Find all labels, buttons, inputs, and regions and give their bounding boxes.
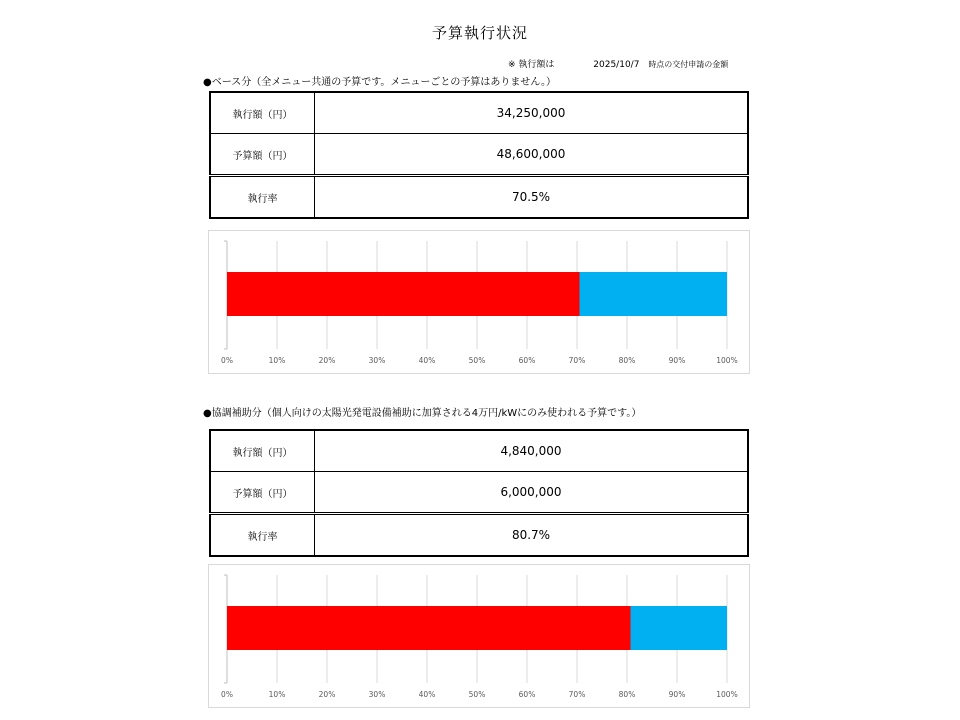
- tick-label: 90%: [668, 690, 686, 699]
- budget-table-base: [209, 91, 749, 219]
- execution-note: [508, 57, 728, 70]
- bar-executed: [227, 272, 580, 316]
- row-value: 80.7%: [315, 514, 749, 557]
- table-row-executed: [210, 92, 748, 134]
- bar-remaining: [580, 272, 728, 316]
- row-label: 予算額（円）: [210, 472, 315, 514]
- tick-label: 60%: [518, 690, 536, 699]
- bar-executed: [227, 606, 631, 650]
- note-suffix: 時点の交付申請の金額: [648, 60, 729, 69]
- tick-label: 50%: [468, 690, 486, 699]
- tick-label: 20%: [318, 356, 336, 365]
- section-heading-cooperative: ●協調補助分（個人向けの太陽光発電設備補助に加算される4万円/kWにのみ使われる予算です。）: [203, 408, 642, 419]
- note-prefix: ※ 執行額は: [508, 60, 555, 70]
- row-label: 執行額（円）: [210, 92, 315, 134]
- note-date: 2025/10/7: [593, 60, 640, 70]
- tick-label: 60%: [518, 356, 536, 365]
- tick-label: 40%: [418, 356, 436, 365]
- tick-label: 40%: [418, 690, 436, 699]
- row-label: 執行額（円）: [210, 430, 315, 472]
- chart-svg-base: [209, 231, 749, 373]
- table-row-rate: [210, 514, 748, 557]
- table-row-rate: [210, 176, 748, 219]
- tick-label: 70%: [568, 356, 586, 365]
- tick-label: 100%: [716, 690, 738, 699]
- tick-label: 80%: [618, 690, 636, 699]
- tick-label: 90%: [668, 356, 686, 365]
- table-row-budget: [210, 472, 748, 514]
- tick-label: 80%: [618, 356, 636, 365]
- tick-label: 100%: [716, 356, 738, 365]
- chart-svg-cooperative: [209, 565, 749, 707]
- tick-label: 30%: [368, 356, 386, 365]
- bar-remaining: [631, 606, 728, 650]
- row-value: 48,600,000: [315, 134, 749, 176]
- page-title: 予算執行状況: [431, 24, 528, 42]
- row-value: 4,840,000: [315, 430, 749, 472]
- row-value: 34,250,000: [315, 92, 749, 134]
- table-row-budget: [210, 134, 748, 176]
- tick-label: 30%: [368, 690, 386, 699]
- tick-label: 50%: [468, 356, 486, 365]
- tick-label: 0%: [221, 356, 233, 365]
- tick-label: 10%: [268, 356, 286, 365]
- row-label: 執行率: [210, 176, 315, 219]
- row-value: 70.5%: [315, 176, 749, 219]
- table-row-executed: [210, 430, 748, 472]
- tick-label: 0%: [221, 690, 233, 699]
- chart-base: [208, 230, 750, 374]
- chart-cooperative: [208, 564, 750, 708]
- row-label: 執行率: [210, 514, 315, 557]
- tick-label: 20%: [318, 690, 336, 699]
- section-heading-base: ●ベース分（全メニュー共通の予算です。メニューごとの予算はありません。）: [203, 77, 557, 88]
- row-label: 予算額（円）: [210, 134, 315, 176]
- tick-label: 70%: [568, 690, 586, 699]
- row-value: 6,000,000: [315, 472, 749, 514]
- budget-table-cooperative: [209, 429, 749, 557]
- tick-label: 10%: [268, 690, 286, 699]
